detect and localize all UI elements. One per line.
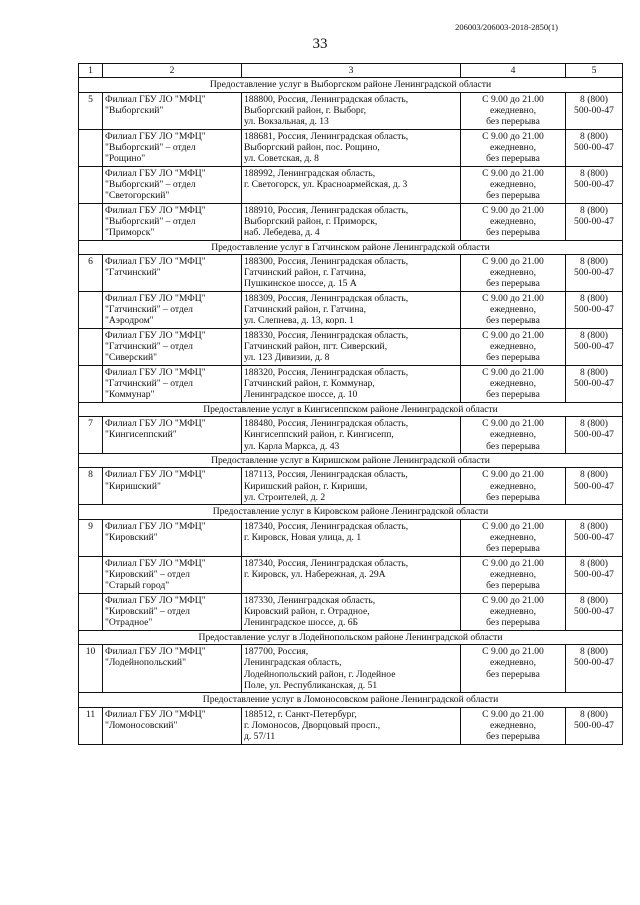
section-row [79, 693, 623, 707]
branch-phone: 8 (800) 500-00-47 [566, 593, 623, 630]
branch-address: 188320, Россия, Ленинградская область, Гатчинский район, г. Коммунар, Ленинградское шоссе, д. 10 [242, 365, 461, 402]
branch-name: Филиал ГБУ ЛО "МФЦ" "Гатчинский" [103, 254, 242, 291]
branch-phone: 8 (800) 500-00-47 [566, 417, 623, 454]
branch-address: 188681, Россия, Ленинградская область, Выборгский район, пос. Рощино, ул. Советская, д. 8 [242, 129, 461, 166]
branch-hours: С 9.00 до 21.00 ежедневно, без перерыва [461, 203, 566, 240]
branch-phone: 8 (800) 500-00-47 [566, 92, 623, 129]
branch-address: 187340, Россия, Ленинградская область, г. Кировск, ул. Набережная, д. 29А [242, 556, 461, 593]
branch-hours: С 9.00 до 21.00 ежедневно, без перерыва [461, 707, 566, 744]
branch-phone: 8 (800) 500-00-47 [566, 166, 623, 203]
branch-address: 187113, Россия, Ленинградская область, Киришский район, г. Кириши, ул. Строителей, д. 2 [242, 468, 461, 505]
section-title: Предоставление услуг в Гатчинском районе Ленинградской области [79, 240, 623, 254]
branch-phone: 8 (800) 500-00-47 [566, 203, 623, 240]
column-header: 2 [103, 64, 242, 78]
row-number: 11 [79, 707, 103, 744]
branch-address: 188300, Россия, Ленинградская область, Гатчинский район, г. Гатчина, Пушкинское шоссе, д. 15 А [242, 254, 461, 291]
table-row [79, 166, 623, 203]
branch-name: Филиал ГБУ ЛО "МФЦ" "Выборгский" [103, 92, 242, 129]
table-row [79, 593, 623, 630]
row-number: 10 [79, 645, 103, 693]
table-row [79, 291, 623, 328]
branch-phone: 8 (800) 500-00-47 [566, 129, 623, 166]
branch-phone: 8 (800) 500-00-47 [566, 556, 623, 593]
row-number [79, 365, 103, 402]
branch-phone: 8 (800) 500-00-47 [566, 291, 623, 328]
section-row [79, 630, 623, 644]
row-number [79, 291, 103, 328]
table-header-row [79, 64, 623, 78]
table-row [79, 556, 623, 593]
branch-name: Филиал ГБУ ЛО "МФЦ" "Кингисеппский" [103, 417, 242, 454]
branch-phone: 8 (800) 500-00-47 [566, 365, 623, 402]
row-number [79, 328, 103, 365]
branch-name: Филиал ГБУ ЛО "МФЦ" "Выборгский" – отдел "Приморск" [103, 203, 242, 240]
branch-phone: 8 (800) 500-00-47 [566, 519, 623, 556]
section-title: Предоставление услуг в Лодейнопольском районе Ленинградской области [79, 630, 623, 644]
branch-name: Филиал ГБУ ЛО "МФЦ" "Выборгский" – отдел "Светогорский" [103, 166, 242, 203]
branch-phone: 8 (800) 500-00-47 [566, 328, 623, 365]
section-row [79, 505, 623, 519]
branch-name: Филиал ГБУ ЛО "МФЦ" "Выборгский" – отдел "Рощино" [103, 129, 242, 166]
section-title: Предоставление услуг в Кировском районе Ленинградской области [79, 505, 623, 519]
branch-address: 188330, Россия, Ленинградская область, Гатчинский район, пгт. Сиверский, ул. 123 Дивизии, д. 8 [242, 328, 461, 365]
branch-address: 187330, Ленинградская область, Кировский район, г. Отрадное, Ленинградское шоссе, д. 6Б [242, 593, 461, 630]
branch-address: 188800, Россия, Ленинградская область, Выборгский район, г. Выборг, ул. Вокзальная, д. 13 [242, 92, 461, 129]
table-row [79, 707, 623, 744]
row-number: 5 [79, 92, 103, 129]
branch-hours: С 9.00 до 21.00 ежедневно, без перерыва [461, 166, 566, 203]
column-header: 1 [79, 64, 103, 78]
table-row [79, 468, 623, 505]
table-row [79, 254, 623, 291]
branch-hours: С 9.00 до 21.00 ежедневно, без перерыва [461, 593, 566, 630]
branch-hours: С 9.00 до 21.00 ежедневно, без перерыва [461, 254, 566, 291]
section-title: Предоставление услуг в Ломоносовском районе Ленинградской области [79, 693, 623, 707]
table-row [79, 328, 623, 365]
branch-hours: С 9.00 до 21.00 ежедневно, без перерыва [461, 417, 566, 454]
branch-name: Филиал ГБУ ЛО "МФЦ" "Киришский" [103, 468, 242, 505]
table-row [79, 519, 623, 556]
branch-name: Филиал ГБУ ЛО "МФЦ" "Гатчинский" – отдел "Аэродром" [103, 291, 242, 328]
branch-name: Филиал ГБУ ЛО "МФЦ" "Кировский" – отдел "Старый город" [103, 556, 242, 593]
document-number: 206003/206003-2018-2850(1) [455, 22, 558, 32]
branch-hours: С 9.00 до 21.00 ежедневно, без перерыва [461, 129, 566, 166]
row-number: 8 [79, 468, 103, 505]
branch-address: 188992, Ленинградская область, г. Светогорск, ул. Красноармейская, д. 3 [242, 166, 461, 203]
table-row [79, 365, 623, 402]
branch-phone: 8 (800) 500-00-47 [566, 707, 623, 744]
row-number [79, 556, 103, 593]
row-number [79, 593, 103, 630]
column-header: 5 [566, 64, 623, 78]
table-row [79, 645, 623, 693]
branch-hours: С 9.00 до 21.00 ежедневно, без перерыва [461, 291, 566, 328]
branches-table [78, 63, 623, 745]
table-row [79, 417, 623, 454]
table-row [79, 203, 623, 240]
row-number: 7 [79, 417, 103, 454]
branch-address: 188512, г. Санкт-Петербург, г. Ломоносов, Дворцовый просп., д. 57/11 [242, 707, 461, 744]
branch-hours: С 9.00 до 21.00 ежедневно, без перерыва [461, 556, 566, 593]
row-number: 6 [79, 254, 103, 291]
row-number: 9 [79, 519, 103, 556]
branch-hours: С 9.00 до 21.00 ежедневно, без перерыва [461, 365, 566, 402]
branch-address: 188480, Россия, Ленинградская область, Кингисеппский район, г. Кингисепп, ул. Карла Маркса, д. 43 [242, 417, 461, 454]
column-header: 4 [461, 64, 566, 78]
branch-address: 187340, Россия, Ленинградская область, г. Кировск, Новая улица, д. 1 [242, 519, 461, 556]
branch-hours: С 9.00 до 21.00 ежедневно, без перерыва [461, 519, 566, 556]
row-number [79, 203, 103, 240]
branch-name: Филиал ГБУ ЛО "МФЦ" "Лодейнопольский" [103, 645, 242, 693]
branch-name: Филиал ГБУ ЛО "МФЦ" "Кировский" [103, 519, 242, 556]
section-row [79, 454, 623, 468]
row-number [79, 166, 103, 203]
branch-name: Филиал ГБУ ЛО "МФЦ" "Кировский" – отдел "Отрадное" [103, 593, 242, 630]
branch-name: Филиал ГБУ ЛО "МФЦ" "Гатчинский" – отдел "Сиверский" [103, 328, 242, 365]
branch-name: Филиал ГБУ ЛО "МФЦ" "Гатчинский" – отдел "Коммунар" [103, 365, 242, 402]
row-number [79, 129, 103, 166]
section-title: Предоставление услуг в Выборгском районе Ленинградской области [79, 78, 623, 92]
branch-hours: С 9.00 до 21.00 ежедневно, без перерыва [461, 468, 566, 505]
branch-phone: 8 (800) 500-00-47 [566, 468, 623, 505]
branch-address: 188910, Россия, Ленинградская область, Выборгский район, г. Приморск, наб. Лебедева, д. 4 [242, 203, 461, 240]
branch-hours: С 9.00 до 21.00 ежедневно, без перерыва [461, 92, 566, 129]
branch-phone: 8 (800) 500-00-47 [566, 645, 623, 693]
table-row [79, 92, 623, 129]
branch-address: 188309, Россия, Ленинградская область, Гатчинский район, г. Гатчина, ул. Слепнева, д. 13, корп. 1 [242, 291, 461, 328]
column-header: 3 [242, 64, 461, 78]
page-number: 33 [312, 36, 328, 52]
section-row [79, 402, 623, 416]
table-row [79, 129, 623, 166]
section-row [79, 240, 623, 254]
section-title: Предоставление услуг в Киришском районе Ленинградской области [79, 454, 623, 468]
section-title: Предоставление услуг в Кингисеппском районе Ленинградской области [79, 402, 623, 416]
branch-hours: С 9.00 до 21.00 ежедневно, без перерыва [461, 328, 566, 365]
branch-hours: С 9.00 до 21.00 ежедневно, без перерыва [461, 645, 566, 693]
branch-name: Филиал ГБУ ЛО "МФЦ" "Ломоносовский" [103, 707, 242, 744]
branch-address: 187700, Россия, Ленинградская область, Лодейнопольский район, г. Лодейное Поле, ул. Республиканская, д. 51 [242, 645, 461, 693]
section-row [79, 78, 623, 92]
branch-phone: 8 (800) 500-00-47 [566, 254, 623, 291]
